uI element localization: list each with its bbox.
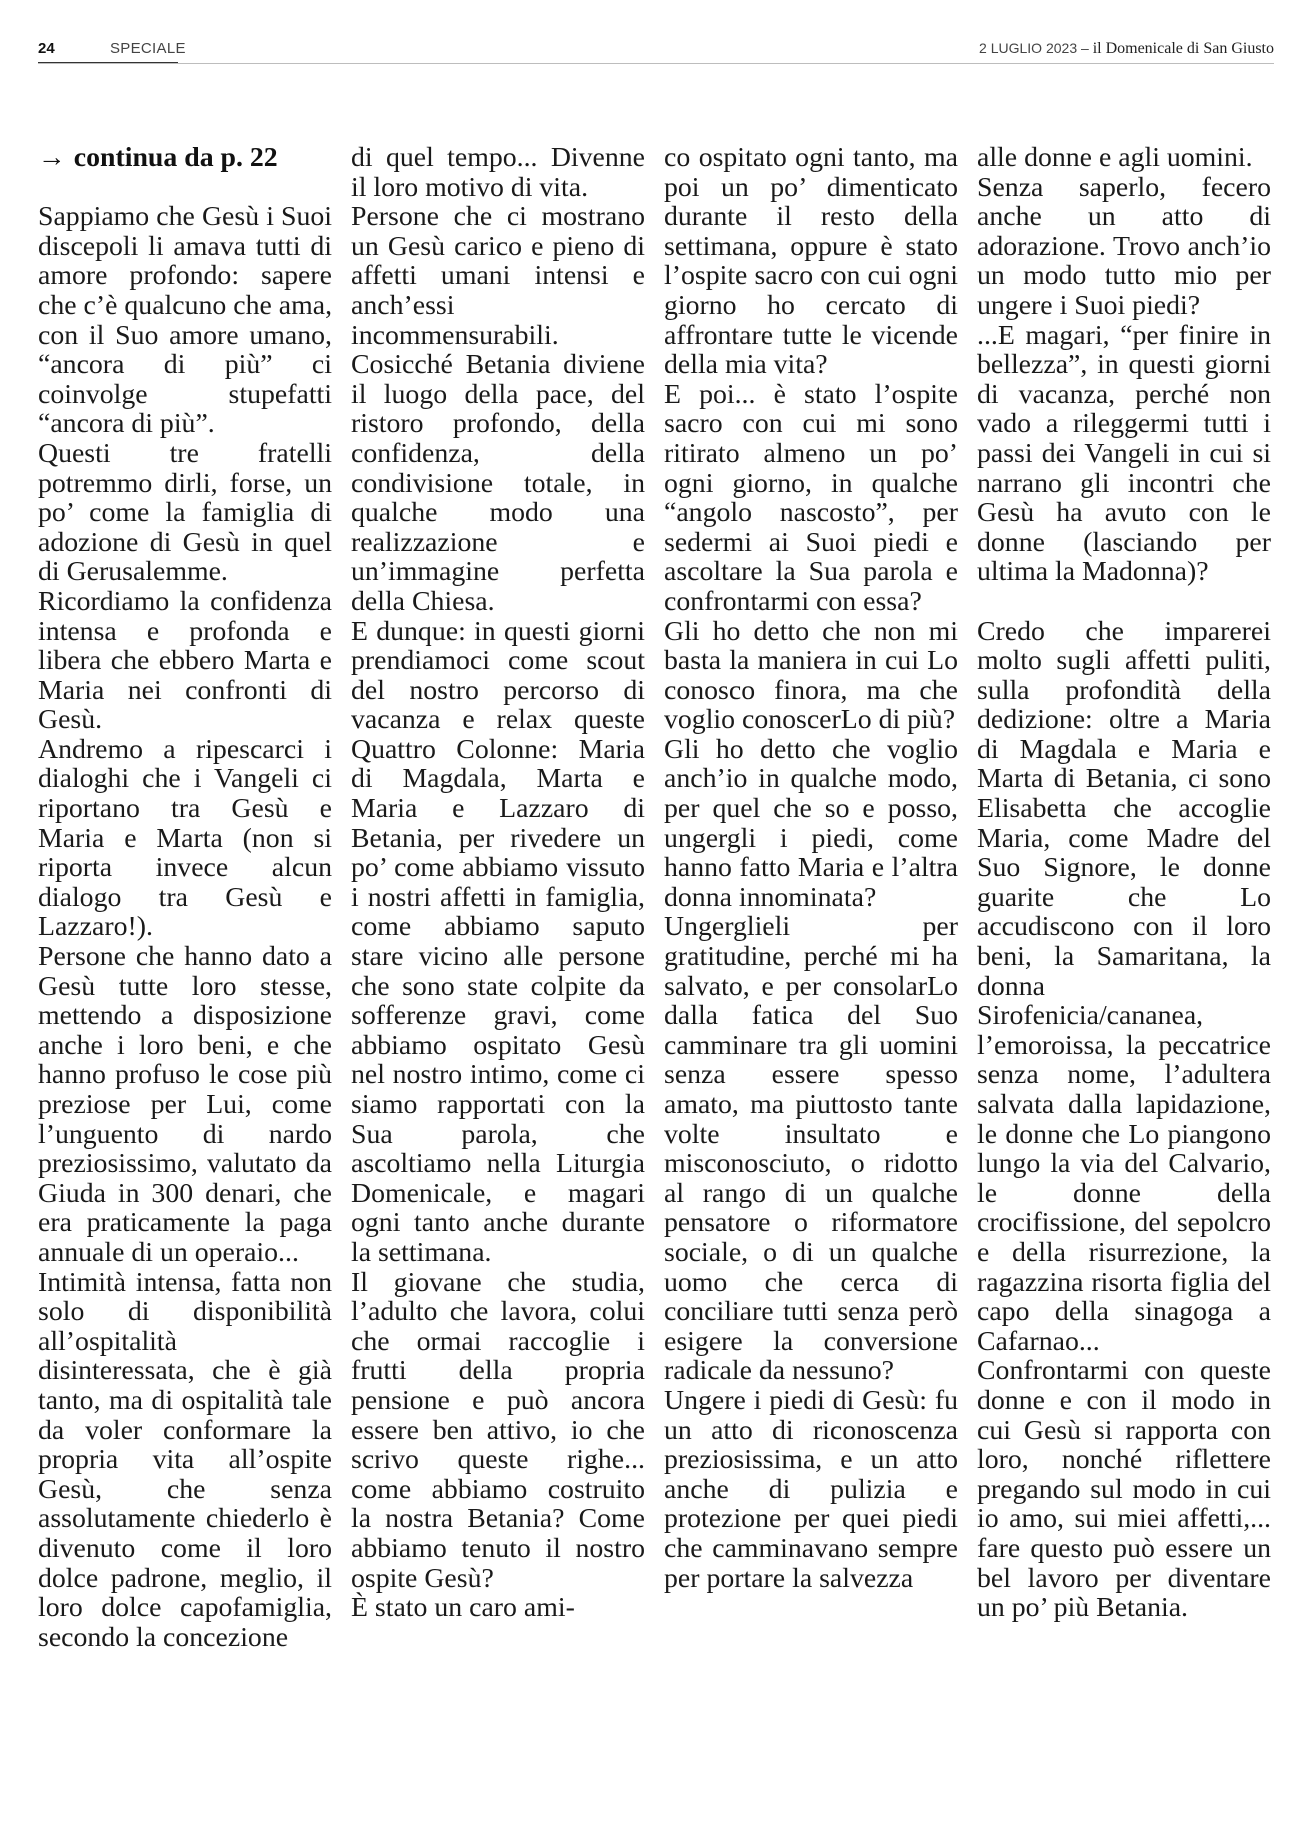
column-2 bbox=[351, 143, 645, 1815]
paragraph: Persone che ci mostrano un Gesù carico e pieno di affetti umani intensi e anch’essi incommensurabili. bbox=[351, 201, 645, 351]
paragraph: Gli ho detto che voglio anch’io in qualche modo, per quel che so e posso, ungergli i piedi, come hanno fatto Maria e l’altra donna innominata? bbox=[664, 733, 958, 913]
paragraph: È stato un caro ami- bbox=[351, 1592, 575, 1624]
paragraph: Gli ho detto che non mi basta la maniera in cui Lo conosco finora, ma che voglio conoscerLo di più? bbox=[664, 615, 958, 736]
article-body bbox=[38, 143, 1272, 1815]
paragraph: Il giovane che studia, l’adulto che lavora, colui che ormai raccoglie i frutti della propria pensione e può ancora essere ben attivo, io che scrivo queste righe... come abbiamo costruito la nostra Betania? Come abbiamo tenuto il nostro ospite Gesù? bbox=[351, 1266, 645, 1594]
paragraph: Questi tre fratelli potremmo dirli, forse, un po’ come la famiglia di adozione di Gesù in quel di Gerusalemme. bbox=[38, 437, 332, 588]
column-1 bbox=[38, 143, 332, 1815]
page-number: 24 bbox=[38, 40, 55, 57]
paragraph: alle donne e agli uomini. bbox=[977, 142, 1253, 173]
paragraph: E poi... è stato l’ospite sacro con cui mi sono ritirato almeno un po’ ogni giorno, in qualche “angolo nascosto”, per sedermi ai Suoi piedi e ascoltare la Sua parola e confrontarmi con essa? bbox=[664, 378, 958, 617]
paragraph: Ricordiamo la confidenza intensa e profonda e libera che ebbero Marta e Maria nei confronti di Gesù. bbox=[38, 585, 332, 736]
section-label: SPECIALE bbox=[110, 40, 186, 57]
paragraph: Persone che hanno dato a Gesù tutte loro stesse, mettendo a disposizione anche i loro beni, e che hanno profuso le cose più preziose per Lui, come l’unguento di nardo preziosissimo, valutato da Giuda in 300 denari, che era praticamente la paga annuale di un operaio... bbox=[38, 941, 332, 1268]
issue-info bbox=[979, 40, 1274, 58]
paragraph: Credo che imparerei molto sugli affetti puliti, sulla profondità della dedizione: oltre a Maria di Magdala e Maria e Marta di Betania, ci sono Elisabetta che accoglie Maria, come Madre del Suo Signore, le donne guarite che Lo accudiscono con il loro beni, la Samaritana, la donna Sirofenicia/cananea, l’emoroissa, la peccatrice senza nome, l’adultera salvata dalla lapidazione, le donne che Lo piangono lungo la via del Calvario, le donne della crocifissione, del sepolcro e della risurrezione, la ragazzina risorta figlia del capo della sinagoga a Cafarnao... bbox=[977, 615, 1271, 1357]
paragraph: Andremo a ripescarci i dialoghi che i Vangeli ci riportano tra Gesù e Maria e Marta (non si riporta invece alcun dialogo tra Gesù e Lazzaro!). bbox=[38, 733, 332, 943]
paragraph: di quel tempo... Divenne il loro motivo di vita. bbox=[351, 142, 645, 203]
paragraph: Ungere i piedi di Gesù: fu un atto di riconoscenza preziosissima, e un atto anche di pulizia e protezione per quei piedi che camminavano sempre per portare la salvezza bbox=[664, 1384, 958, 1594]
paragraph: E dunque: in questi giorni prendiamoci come scout del nostro percorso di vacanza e relax queste Quattro Colonne: Maria di Magdala, Marta e Maria e Lazzaro di Betania, per rivedere un po’ come abbiamo vissuto i nostri affetti in famiglia, come abbiamo saputo stare vicino alle persone che sono state colpite da sofferenze gravi, come abbiamo ospitato Gesù nel nostro intimo, come ci siamo rapportati con la Sua parola, che ascoltiamo nella Liturgia Domenicale, e magari ogni tanto anche durante la settimana. bbox=[351, 615, 645, 1268]
column-4 bbox=[977, 143, 1271, 1815]
column-3 bbox=[664, 143, 958, 1815]
paragraph: Cosicché Betania diviene il luogo della pace, del ristoro profondo, della confidenza, della condivisione totale, in qualche modo una realizzazione e un’immagine perfetta della Chiesa. bbox=[351, 349, 645, 617]
paragraph: Intimità intensa, fatta non solo di disponibilità all’ospitalità disinteressata, che è già tanto, ma di ospitalità tale da voler conformare la propria vita all’ospite Gesù, che senza assolutamente chiederlo è divenuto come il loro dolce padrone, meglio, il loro dolce capofamiglia, secondo la concezione bbox=[38, 1266, 332, 1653]
newspaper-name: il Domenicale di San Giusto bbox=[1092, 40, 1274, 57]
paragraph: co ospitato ogni tanto, ma poi un po’ dimenticato durante il resto della settimana, oppure è stato l’ospite sacro con cui ogni giorno ho cercato di affrontare tutte le vicende della mia vita? bbox=[664, 142, 958, 381]
continued-from bbox=[38, 143, 332, 173]
header-rule bbox=[38, 63, 1274, 64]
paragraph: ...E magari, “per finire in bellezza”, in questi giorni di vacanza, perché non vado a rileggermi tutti i passi dei Vangeli in cui si narrano gli incontri che Gesù ha avuto con le donne (lasciando per ultima la Madonna)? bbox=[977, 319, 1271, 588]
paragraph: Ungerglieli per gratitudine, perché mi ha salvato, e per consolarLo dalla fatica del Suo camminare tra gli uomini senza essere spesso amato, ma piuttosto tante volte insultato e misconosciuto, o ridotto al rango di un qualche pensatore o riformatore sociale, o di un qualche uomo che cerca di conciliare tutti senza però esigere la conversione radicale da nessuno? bbox=[664, 911, 958, 1387]
paragraph: Confrontarmi con queste donne e con il modo in cui Gesù si rapporta con loro, nonché riflettere pregando sul modo in cui io amo, sui miei affetti,... fare questo può essere un bel lavoro per diventare un po’ più Betania. bbox=[977, 1355, 1271, 1624]
arrow-right-icon: → bbox=[38, 142, 66, 173]
page-header bbox=[38, 36, 1274, 64]
paragraph: Senza saperlo, fecero anche un atto di adorazione. Trovo anch’io un modo tutto mio per ungere i Suoi piedi? bbox=[977, 171, 1271, 321]
continued-from-label: continua da p. 22 bbox=[73, 142, 278, 173]
issue-date: 2 LUGLIO 2023 – bbox=[979, 40, 1089, 56]
paragraph: Sappiamo che Gesù i Suoi discepoli li amava tutti di amore profondo: sapere che c’è qualcuno che ama, con il Suo amore umano, “ancora di più” ci coinvolge stupefatti “ancora di più”. bbox=[38, 201, 333, 440]
